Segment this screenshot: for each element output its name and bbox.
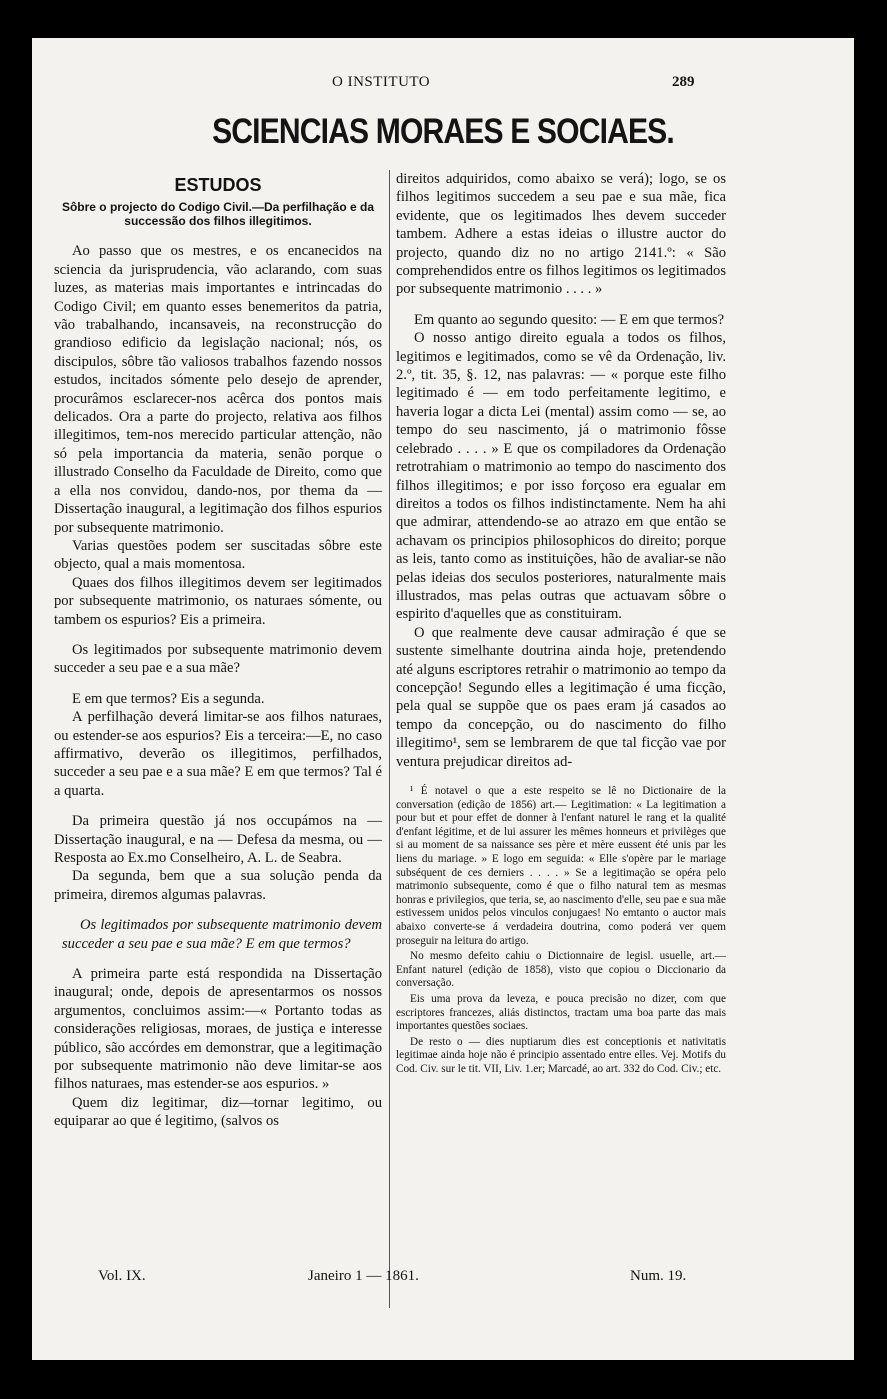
paragraph: A perfilhação deverá limitar-se aos filhos naturaes, ou estender-se aos espurios? Eis a terceira:—E, no caso affirmativo, deverão os illegitimos, perfilhados, succeder a seu pae e a sua mãe? E em que termos? Tal é a quarta. (54, 709, 382, 799)
footnote: Eis uma prova da leveza, e pouca precisão no dizer, com que escriptores francezes, aliás distinctos, tractam uma boa parte das mais importantes questões sociaes. (396, 992, 726, 1033)
paragraph: Os legitimados por subsequente matrimonio devem succeder a seu pae e a sua mãe? (54, 641, 382, 677)
paragraph: Em quanto ao segundo quesito: — E em que termos? (414, 311, 725, 328)
footnote: ¹ É notavel o que a este respeito se lê no Dictionaire de la conversation (edição de 1856) art.— Legitimation: « La legitimation a pour but et pour effet de donner à l'enfant naturel le rang et la qualité d'enfant légitime, et de lui assurer les mêmes honneurs et privilèges que si au moment de sa naissance ses père et mère eussent été unis par les liens du mariage. » E logo em seguida: « Elle s'opère par le mariage subséquent de ces derniers . . . . » Se a legitimação se opéra pelo matrimonio subsequente, como é que o filho natural tem as mesmas honras e privilegios, que teria, se, ao nascimento d'elle, seu pae e sua mãe estivessem unidos pelos vinculos conjugaes! No emtanto o auctor mais abaixo converte-se á verdadeira doutrina, como poderá ver quem proseguir na leitura do artigo. (396, 785, 726, 947)
paragraph: Da segunda, bem que a sua solução penda da primeira, diremos algumas palavras. (54, 868, 382, 903)
running-header (32, 74, 854, 94)
paragraph: Da primeira questão já nos occupámos na — Dissertação inaugural, e na — Defesa da mesma, ou — Resposta ao Ex.mo Conselheiro, A. L. de Seabra. (54, 813, 382, 866)
paragraph: O nosso antigo direito eguala a todos os filhos, legitimos e legitimados, como se vê da Ordenação, liv. 2.º, tit. 35, §. 12, nas palavras: — « porque este filho legitimado é — em todo perfeitamente legitimo, e haveria logar a dicta Lei (mental) assim como — se, ao tempo do seu nascimento, já o matrimonio fôsse celebrado . . . . » E que os compiladores da Ordenação retrotrahiam o matrimonio ao tempo do nascimento dos filhos illegitimos; e por isso forçoso era egualar em direitos a todos os filhos indistinctamente. Nem ha ahi que admirar, attendendo-se ao atrazo em que então se achavam os principios philosophicos do direito; porque as leis, tanto como as instituições, hão de avaliar-se não pelas ideias dos seculos posteriores, naturalmente mais illustrados, mas pelas outras que actuavam sôbre o espirito d'aquelles que as constituiram. (396, 330, 726, 623)
paragraph: Varias questões podem ser suscitadas sôbre este objecto, qual a mais momentosa. (54, 537, 382, 573)
issue-number: Num. 19. (630, 1268, 687, 1284)
volume-label: Vol. IX. (98, 1268, 146, 1284)
article-heading: ESTUDOS (174, 175, 262, 195)
paragraph: Ao passo que os mestres, e os encanecidos na sciencia da jurisprudencia, vão aclarando, com suas luzes, as materias mais importantes e intrincadas do Codigo Civil; em quanto esses benemeritos da patria, vão trabalhando, incansaveis, na reconstrucção do grandioso edificio da legislação nacional; nós, os discipulos, sôbre tão valiosos trabalhos fazendo nossos estudos, incitados sómente pelo desejo de aprender, procurâmos esclarecer-nos acêrca dos pontos mais delicados. Ora a parte do projecto, relativa aos filhos illegitimos, tem-nos merecido particular attenção, não só pela importancia da materia, senão porque o illustrado Conselho da Faculdade de Direito, como que a ella nos convidou, dando-nos, por thema da — Dissertação inaugural, a legitimação dos filhos espurios por subsequente matrimonio. (54, 243, 382, 536)
page-number: 289 (672, 74, 695, 90)
column-divider (389, 170, 390, 1308)
running-title: O INSTITUTO (332, 74, 431, 90)
paragraph: E em que termos? Eis a segunda. (72, 690, 265, 707)
footnote: No mesmo defeito cahiu o Dictionnaire de legisl. usuelle, art.— Enfant naturel (edição de 1858), visto que copiou o Diccionario da conversação. (396, 950, 726, 990)
article-subtitle: Sôbre o projecto do Codigo Civil.—Da perfilhação e da successão dos filhos illegitimos. (61, 200, 375, 229)
journal-page (32, 38, 854, 1360)
paragraph: O que realmente deve causar admiração é que se sustente simelhante doutrina ainda hoje, pretendendo até alguns escriptores retrahir o matrimonio ao tempo da concepção! Segundo elles a legitimação é uma ficção, pela qual se suppõe que os paes eram já casados ao tempo da concepção, ou do nascimento do filho illegitimo¹, sem se lembrarem de que tal ficção vae por ventura prejudicar direitos ad- (396, 624, 726, 770)
question-heading: Os legitimados por subsequente matrimonio devem succeder a seu pae e sua mãe? E em que termos? (62, 917, 382, 952)
paragraph: Quem diz legitimar, diz—tornar legitimo, ou equiparar ao que é legitimo, (salvos os (54, 1094, 382, 1130)
left-column (54, 176, 382, 1131)
issue-date: Janeiro 1 — 1861. (308, 1268, 419, 1284)
footnotes (396, 785, 726, 1076)
paragraph: A primeira parte está respondida na Dissertação inaugural; onde, depois de apresentarmos os nossos argumentos, concluimos assim:—« Portanto todas as considerações religiosas, moraes, de justiça e interesse público, são accórdes em demonstrar, que a legitimação por subsequente matrimonio não deve limitar-se aos filhos naturaes, mas estender-se aos espurios. » (54, 966, 382, 1093)
right-column (396, 170, 726, 1078)
paragraph: Quaes dos filhos illegitimos devem ser legitimados por subsequente matrimonio, os naturaes sómente, ou tambem os espurios? Eis a primeira. (54, 574, 382, 628)
section-title: SCIENCIAS MORAES E SOCIAES. (212, 112, 674, 151)
footnote: De resto o — dies nuptiarum dies est conceptionis et nativitatis legitimae ainda hoje não é principio assentado entre elles. Vej. Motifs du Cod. Civ. sur le tit. VII, Liv. 1.er; Marcadé, ao art. 332 do Cod. Civ.; etc. (396, 1035, 726, 1075)
paragraph: direitos adquiridos, como abaixo se verá); logo, se os filhos legitimos succedem a seu pae e sua mãe, fica evidente, que os legitimados lhes devem succeder tambem. Adhere a estas ideias o illustre auctor do projecto, quando diz no no artigo 2141.º: « São comprehendidos entre os filhos legitimos os legitimados por subsequente matrimonio . . . . » (396, 171, 726, 298)
